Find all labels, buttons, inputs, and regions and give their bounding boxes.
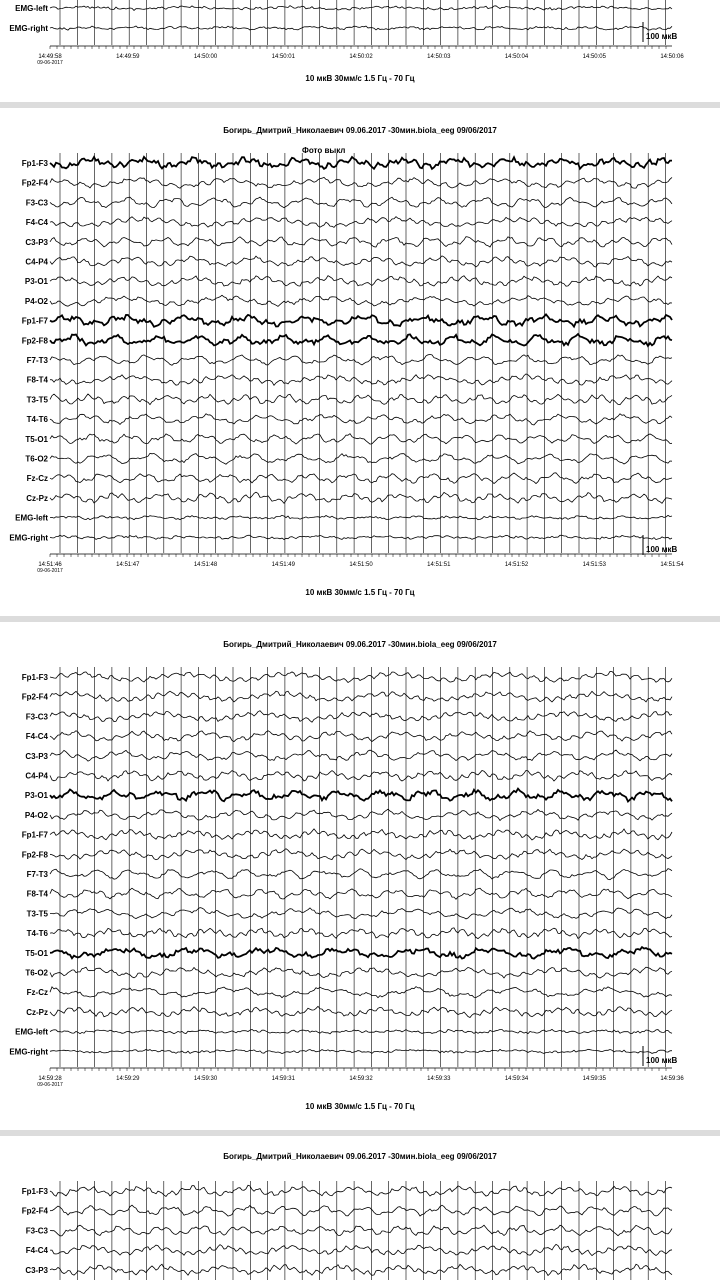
- channel-label: Fp1-F7: [21, 316, 48, 326]
- channel-label: Fz-Cz: [26, 988, 48, 998]
- date-label: 09-06-2017: [37, 568, 63, 574]
- eeg-trace-area: [0, 622, 720, 1130]
- channel-label: F3-C3: [25, 1226, 48, 1236]
- eeg-trace-area: [0, 0, 720, 102]
- recording-settings: 10 мкВ 30мм/с 1.5 Гц - 70 Гц: [305, 74, 415, 83]
- time-tick-label: 14:51:48: [193, 562, 218, 568]
- channel-label: EMG-right: [9, 533, 48, 543]
- time-tick-label: 14:50:05: [582, 54, 606, 60]
- time-tick-label: 14:59:28: [38, 1076, 62, 1082]
- time-tick-label: 14:59:29: [116, 1076, 140, 1082]
- date-label: 09-06-2017: [37, 1082, 63, 1088]
- channel-label: Fp2-F4: [21, 692, 48, 702]
- time-tick-label: 14:59:31: [271, 1076, 295, 1082]
- channel-label: EMG-right: [9, 24, 48, 33]
- channel-label: T4-T6: [26, 929, 48, 939]
- channel-label: F8-T4: [26, 889, 48, 899]
- channel-label: Fp2-F4: [21, 178, 48, 188]
- channel-label: F4-C4: [25, 1246, 48, 1256]
- time-tick-label: 14:50:02: [349, 54, 373, 60]
- channel-label: P4-O2: [24, 296, 48, 306]
- channel-label: Fp1-F7: [21, 830, 48, 840]
- channel-label: Fp1-F3: [21, 1187, 48, 1196]
- time-tick-label: 14:59:33: [427, 1076, 451, 1082]
- time-tick-label: 14:59:34: [504, 1076, 529, 1082]
- channel-label: T5-O1: [25, 434, 48, 444]
- channel-label: C3-P3: [25, 751, 48, 761]
- eeg-page-2: [0, 108, 720, 616]
- channel-label: EMG-right: [9, 1047, 48, 1057]
- channel-label: C4-P4: [25, 257, 48, 267]
- channel-label: T5-O1: [25, 948, 48, 958]
- time-tick-label: 14:51:53: [582, 562, 606, 568]
- channel-label: T6-O2: [25, 968, 48, 978]
- channel-label: Fz-Cz: [26, 474, 48, 484]
- time-tick-label: 14:59:36: [660, 1076, 684, 1082]
- channel-label: F3-C3: [25, 712, 48, 722]
- channel-label: F7-T3: [26, 356, 48, 365]
- time-tick-label: 14:51:47: [116, 562, 140, 568]
- eeg-page-4: [0, 1136, 720, 1280]
- channel-label: Fp1-F3: [21, 159, 48, 168]
- time-tick-label: 14:50:06: [660, 54, 684, 60]
- time-tick-label: 14:50:01: [271, 54, 295, 60]
- channel-label: P3-O1: [24, 277, 48, 287]
- page-title: Богирь_Дмитрий_Николаевич 09.06.2017 -30мин.biola_eeg 09/06/2017: [223, 126, 497, 135]
- eeg-page-3: [0, 622, 720, 1130]
- channel-label: C3-P3: [25, 237, 48, 247]
- eeg-trace-area: [0, 108, 720, 616]
- time-tick-label: 14:59:32: [349, 1076, 373, 1082]
- channel-label: F4-C4: [25, 732, 48, 742]
- channel-label: P4-O2: [24, 810, 48, 820]
- channel-label: EMG-left: [15, 4, 48, 13]
- recording-settings: 10 мкВ 30мм/с 1.5 Гц - 70 Гц: [305, 1102, 415, 1111]
- scale-label: 100 мкВ: [646, 32, 678, 41]
- time-tick-label: 14:51:51: [427, 562, 451, 568]
- channel-label: T3-T5: [26, 395, 48, 405]
- channel-label: C3-P3: [25, 1265, 48, 1275]
- channel-label: F7-T3: [26, 870, 48, 879]
- channel-label: EMG-left: [15, 1027, 48, 1037]
- channel-label: T6-O2: [25, 454, 48, 464]
- recording-settings: 10 мкВ 30мм/с 1.5 Гц - 70 Гц: [305, 588, 415, 597]
- time-tick-label: 14:51:52: [504, 562, 529, 568]
- channel-label: Fp2-F4: [21, 1206, 48, 1216]
- channel-label: Cz-Pz: [26, 493, 48, 503]
- page-title: Богирь_Дмитрий_Николаевич 09.06.2017 -30мин.biola_eeg 09/06/2017: [223, 1152, 497, 1161]
- scale-label: 100 мкВ: [646, 1056, 678, 1065]
- time-tick-label: 14:51:50: [349, 562, 373, 568]
- scale-label: 100 мкВ: [646, 545, 678, 554]
- channel-label: Fp2-F8: [21, 850, 48, 860]
- time-tick-label: 14:59:35: [582, 1076, 606, 1082]
- time-tick-label: 14:51:46: [38, 562, 62, 568]
- time-tick-label: 14:50:00: [193, 54, 218, 60]
- time-tick-label: 14:50:03: [427, 54, 451, 60]
- channel-label: T4-T6: [26, 415, 48, 425]
- channel-label: C4-P4: [25, 771, 48, 781]
- page-title: Богирь_Дмитрий_Николаевич 09.06.2017 -30мин.biola_eeg 09/06/2017: [223, 640, 497, 649]
- channel-label: Fp1-F3: [21, 673, 48, 682]
- eeg-trace-area: [0, 1136, 720, 1280]
- channel-label: P3-O1: [24, 791, 48, 801]
- time-tick-label: 14:49:58: [38, 54, 62, 60]
- channel-label: Cz-Pz: [26, 1007, 48, 1017]
- time-tick-label: 14:51:54: [660, 562, 684, 568]
- time-tick-label: 14:49:59: [116, 54, 140, 60]
- eeg-page-1: [0, 0, 720, 102]
- channel-label: EMG-left: [15, 513, 48, 523]
- channel-label: F4-C4: [25, 218, 48, 228]
- channel-label: F8-T4: [26, 375, 48, 385]
- channel-label: Fp2-F8: [21, 336, 48, 346]
- time-tick-label: 14:51:49: [271, 562, 295, 568]
- channel-label: T3-T5: [26, 909, 48, 919]
- date-label: 09-06-2017: [37, 60, 63, 66]
- time-tick-label: 14:50:04: [504, 54, 529, 60]
- time-tick-label: 14:59:30: [193, 1076, 218, 1082]
- channel-label: F3-C3: [25, 198, 48, 208]
- photo-annotation: Фото выкл: [302, 146, 346, 155]
